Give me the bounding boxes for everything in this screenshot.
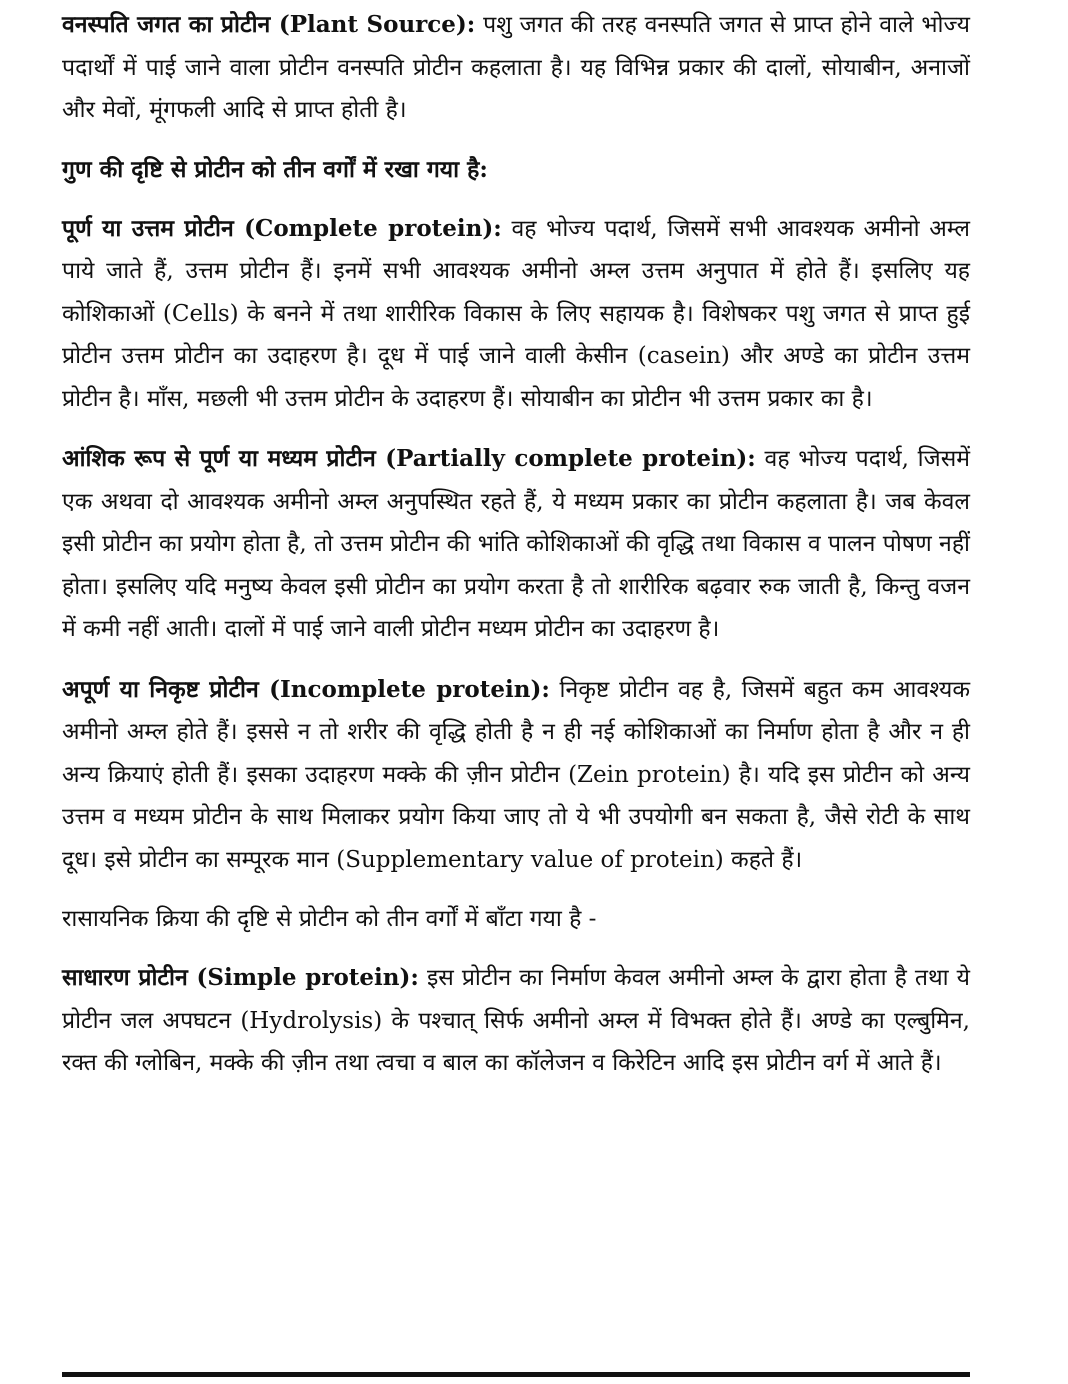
paragraph-partially-complete-protein <box>62 438 970 651</box>
text-complete-protein: वह भोज्य पदार्थ, जिसमें सभी आवश्यक अमीनो अम्ल पाये जाते हैं, उत्तम प्रोटीन हैं। इनमें सभी आवश्यक अमीनो अम्ल उत्तम अनुपात में होते हैं। इसलिए यह कोशिकाओं (Cells) के बनने में तथा शारीरिक विकास के लिए सहायक है। विशेषकर पशु जगत से प्राप्त हुई प्रोटीन उत्तम प्रोटीन का उदाहरण है। दूध में पाई जाने वाली केसीन (casein) और अण्डे का प्रोटीन उत्तम प्रोटीन है। माँस, मछली भी उत्तम प्रोटीन के उदाहरण हैं। सोयाबीन का प्रोटीन भी उत्तम प्रकार का है। <box>62 215 971 412</box>
text-incomplete-protein: निकृष्ट प्रोटीन वह है, जिसमें बहुत कम आवश्यक अमीनो अम्ल होते हैं। इससे न तो शरीर की वृद्धि होती है न ही नई कोशिकाओं का निर्माण होता है और न ही अन्य क्रियाएं होती हैं। इसका उदाहरण मक्के की ज़ीन प्रोटीन (Zein protein) है। यदि इस प्रोटीन को अन्य उत्तम व मध्यम प्रोटीन के साथ मिलाकर प्रयोग किया जाए तो ये भी उपयोगी बन सकता है, जैसे रोटी के साथ दूध। इसे प्रोटीन का सम्पूरक मान (Supplementary value of protein) कहते हैं। <box>62 676 970 873</box>
paragraph-quality-classification <box>62 150 970 190</box>
paragraph-plant-source <box>62 4 970 132</box>
paragraph-complete-protein <box>62 208 970 421</box>
heading-plant-source: वनस्पति जगत का प्रोटीन (Plant Source): <box>62 11 476 38</box>
text-chemical-classification: रासायनिक क्रिया की दृष्टि से प्रोटीन को तीन वर्गों में बाँटा गया है - <box>62 906 597 932</box>
heading-partially-complete-protein: आंशिक रूप से पूर्ण या मध्यम प्रोटीन (Partially complete protein): <box>62 445 756 472</box>
heading-complete-protein: पूर्ण या उत्तम प्रोटीन (Complete protein): <box>62 214 502 242</box>
heading-simple-protein: साधारण प्रोटीन (Simple protein): <box>62 964 419 991</box>
text-partially-complete-protein: वह भोज्य पदार्थ, जिसमें एक अथवा दो आवश्यक अमीनो अम्ल अनुपस्थित रहते हैं, ये मध्यम प्रकार का प्रोटीन कहलाता है। जब केवल इसी प्रोटीन का प्रयोग होता है, तो उत्तम प्रोटीन की भांति कोशिकाओं की वृद्धि तथा विकास व पालन पोषण नहीं होता। इसलिए यदि मनुष्य केवल इसी प्रोटीन का प्रयोग करता है तो शारीरिक बढ़वार रुक जाती है, किन्तु वजन में कमी नहीं आती। दालों में पाई जाने वाली प्रोटीन मध्यम प्रोटीन का उदाहरण है। <box>62 446 970 642</box>
document-page <box>62 4 970 1103</box>
heading-quality-classification: गुण की दृष्टि से प्रोटीन को तीन वर्गों में रखा गया है: <box>62 155 488 183</box>
text-plant-source: पशु जगत की तरह वनस्पति जगत से प्राप्त होने वाले भोज्य पदार्थों में पाई जाने वाला प्रोटीन वनस्पति प्रोटीन कहलाता है। यह विभिन्न प्रकार की दालों, सोयाबीन, अनाजों और मेवों, मूंगफली आदि से प्राप्त होती है। <box>62 12 970 123</box>
paragraph-simple-protein <box>62 957 970 1085</box>
heading-incomplete-protein: अपूर्ण या निकृष्ट प्रोटीन (Incomplete protein): <box>62 675 550 703</box>
paragraph-chemical-classification <box>62 899 970 939</box>
bottom-rule <box>62 1372 970 1377</box>
paragraph-incomplete-protein <box>62 669 970 882</box>
text-simple-protein: इस प्रोटीन का निर्माण केवल अमीनो अम्ल के द्वारा होता है तथा ये प्रोटीन जल अपघटन (Hydrolysis) के पश्चात् सिर्फ अमीनो अम्ल में विभक्त होते हैं। अण्डे का एल्बुमिन, रक्त की ग्लोबिन, मक्के की ज़ीन तथा त्वचा व बाल का कॉलेजन व किरेटिन आदि इस प्रोटीन वर्ग में आते हैं। <box>62 965 970 1076</box>
